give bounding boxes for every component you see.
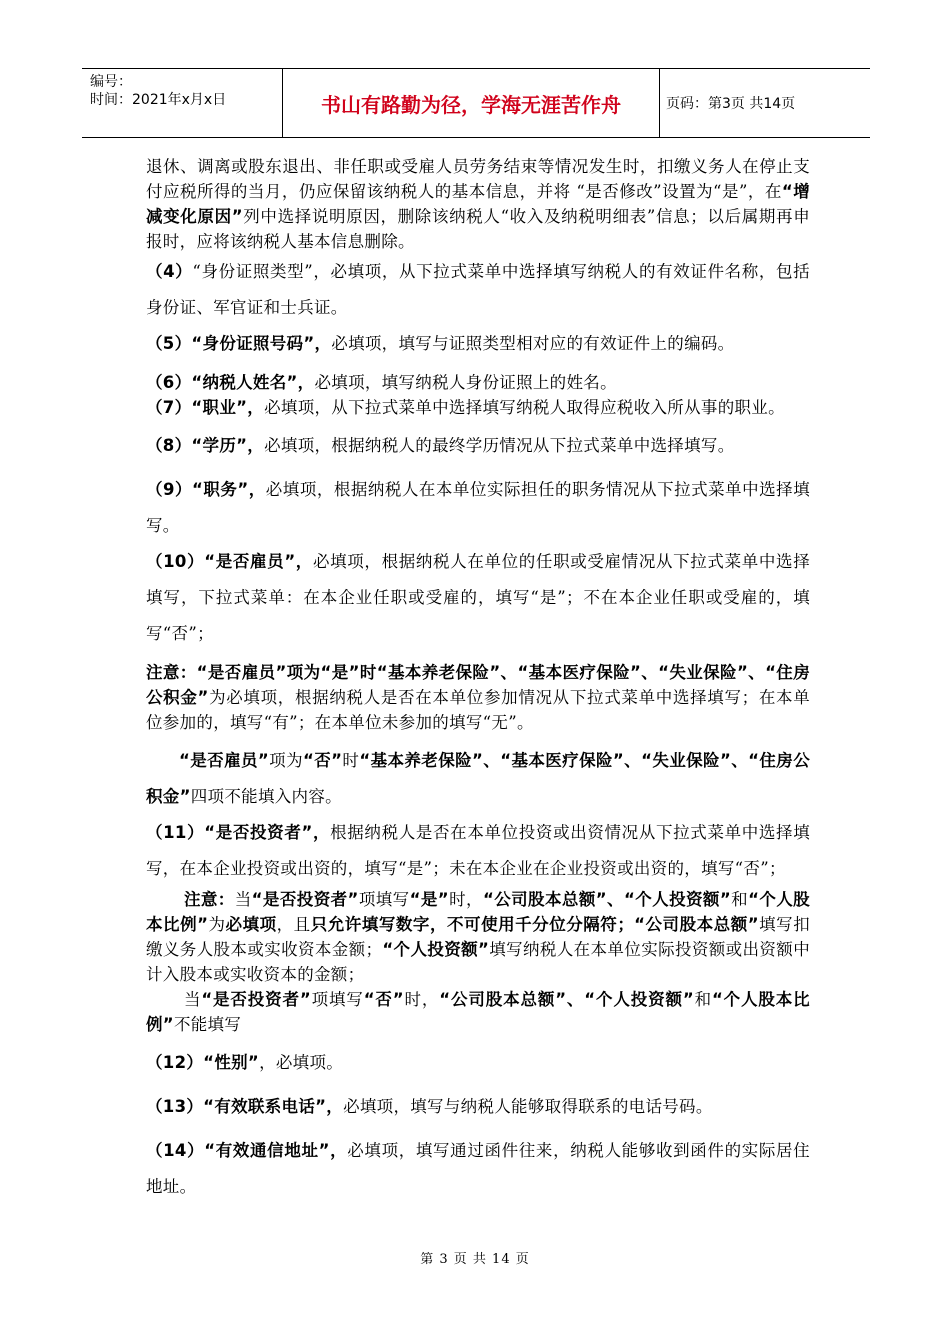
item-6 xyxy=(146,370,810,395)
item-text: 必填项，根据纳税人在单位的任职或受雇情况从下拉式菜单中选择填写，下拉式菜单：在本企业任职或受雇的，填写“是”；不在本企业任职或受雇的，填写“否”； xyxy=(146,552,810,643)
item-number: （6） xyxy=(146,373,192,392)
bold-text: “增减变化原因” xyxy=(146,182,810,226)
bold-text: “否” xyxy=(363,990,404,1009)
page-footer: 第 3 页 共 14 页 xyxy=(420,1252,530,1267)
item-field: “职务”， xyxy=(192,480,266,499)
bold-text: 必填项 xyxy=(225,915,277,934)
text-run: 填写扣缴义务人股本或实收资本金额； xyxy=(146,915,810,959)
note-employee-no xyxy=(146,743,810,815)
item-text: 必填项，根据纳税人在本单位实际担任的职务情况从下拉式菜单中选择填写。 xyxy=(146,480,810,535)
page-header xyxy=(82,68,870,138)
item-12 xyxy=(146,1045,810,1081)
text-run: 时 xyxy=(342,751,360,770)
item-13 xyxy=(146,1089,810,1125)
item-9 xyxy=(146,472,810,544)
item-number: （5） xyxy=(146,334,192,353)
document-number-label: 编号： xyxy=(90,74,132,90)
bold-text: 只允许填写数字，不可使用千分位分隔符；“公司股本总额” xyxy=(310,915,759,934)
item-number: （7） xyxy=(146,398,192,417)
item-7 xyxy=(146,395,810,420)
header-meta xyxy=(82,69,282,137)
bold-text: 注意： xyxy=(183,890,235,909)
item-field: “性别” xyxy=(203,1053,260,1072)
bold-text: “否” xyxy=(302,751,343,770)
note-investor-no xyxy=(146,987,810,1037)
item-field: “纳税人姓名”， xyxy=(191,373,315,392)
text-run: 和 xyxy=(731,890,749,909)
bold-text: “是” xyxy=(409,890,449,909)
text-run: 退休、调离或股东退出、非任职或受雇人员劳务结束等情况发生时，扣缴义务人在停止支付应税所得的当月，仍应保留该纳税人的基本信息，并将 “是否修改”设置为“是”，在 xyxy=(146,157,810,201)
item-text: 必填项，填写与纳税人能够取得联系的电话号码。 xyxy=(343,1097,713,1116)
bold-text: “基本养老保险”、“基本医疗保险”、“失业保险”、“住房公积金” xyxy=(146,751,810,806)
text-run: 项填写 xyxy=(358,890,410,909)
item-field: “身份证照号码”， xyxy=(191,334,332,353)
item-number: （11） xyxy=(146,823,205,842)
document-date-label: 时间：2021年x月x日 xyxy=(90,92,227,108)
item-8 xyxy=(146,428,810,464)
note-investor-yes xyxy=(146,887,810,987)
bold-text: “是否投资者” xyxy=(201,990,312,1009)
note-employee-yes xyxy=(146,660,810,735)
bold-text: “公司股本总额”、“个人投资额” xyxy=(482,890,731,909)
item-number: （4） xyxy=(146,262,193,281)
text-run: ，且 xyxy=(276,915,311,934)
note-bold: 注意：“是否雇员”项为“是”时“基本养老保险”、“基本医疗保险”、“失业保险”、“住房公积金” xyxy=(146,663,810,707)
text-run: 项填写 xyxy=(311,990,364,1009)
item-number: （8） xyxy=(146,436,192,455)
item-text: 根据纳税人是否在本单位投资或出资情况从下拉式菜单中选择填写，在本企业投资或出资的，填写“是”；未在本企业在企业投资或出资的，填写“否”； xyxy=(146,823,810,878)
bold-text: “是否雇员” xyxy=(179,751,270,770)
item-field: “有效通信地址”， xyxy=(204,1141,348,1160)
text-run: 和 xyxy=(694,990,712,1009)
item-11 xyxy=(146,815,810,887)
paragraph-retirement xyxy=(146,154,810,254)
bold-text: “公司股本总额”、“个人投资额” xyxy=(439,990,695,1009)
item-field: “是否雇员”， xyxy=(204,552,313,571)
item-field: “学历”， xyxy=(191,436,265,455)
text-run: 项为 xyxy=(269,751,303,770)
item-10 xyxy=(146,544,810,652)
item-number: （12） xyxy=(146,1053,204,1072)
bold-text: “个人股本比例” xyxy=(146,890,810,934)
text-run: 当 xyxy=(183,990,202,1009)
item-text: 必填项，从下拉式菜单中选择填写纳税人取得应税收入所从事的职业。 xyxy=(264,398,785,417)
text-run: 填写纳税人在本单位实际投资额或出资额中计入股本或实收资本的金额； xyxy=(146,940,810,984)
text-run: 当 xyxy=(234,890,252,909)
item-text: “身份证照类型”，必填项，从下拉式菜单中选择填写纳税人的有效证件名称，包括身份证、军官证和士兵证。 xyxy=(146,262,810,317)
header-page-number: 页码：第3页 共14页 xyxy=(666,96,796,112)
document-body xyxy=(146,154,810,1205)
text-run: 不能填写 xyxy=(173,1015,242,1034)
item-number: （13） xyxy=(146,1097,204,1116)
item-4 xyxy=(146,254,810,326)
text-run: 为 xyxy=(208,915,226,934)
bold-text: “是否投资者” xyxy=(251,890,359,909)
item-number: （9） xyxy=(146,480,193,499)
item-5 xyxy=(146,326,810,362)
note-text: 为必填项，根据纳税人是否在本单位参加情况从下拉式菜单中选择填写；在本单位参加的，填写“有”；在本单位未参加的填写“无”。 xyxy=(146,688,810,732)
item-text: 必填项，根据纳税人的最终学历情况从下拉式菜单中选择填写。 xyxy=(264,436,735,455)
item-field: “职业”， xyxy=(191,398,265,417)
text-run: 四项不能填入内容。 xyxy=(190,787,342,806)
item-text: 必填项，填写纳税人身份证照上的姓名。 xyxy=(314,373,617,392)
text-run: 时， xyxy=(403,990,440,1009)
text-run: 时， xyxy=(448,890,483,909)
item-number: （10） xyxy=(146,552,205,571)
text-run: 列中选择说明原因，删除该纳税人“收入及纳税明细表”信息；以后属期再申报时，应将该纳税人基本信息删除。 xyxy=(146,207,810,251)
header-motto: 书山有路勤为径，学海无涯苦作舟 xyxy=(321,92,621,117)
item-text: 必填项，填写通过函件往来，纳税人能够收到函件的实际居住地址。 xyxy=(146,1141,810,1196)
item-number: （14） xyxy=(146,1141,205,1160)
bold-text: “个人投资额” xyxy=(382,940,490,959)
bold-text: “个人股本比例” xyxy=(146,990,810,1034)
item-14 xyxy=(146,1133,810,1205)
item-field: “是否投资者”， xyxy=(204,823,331,842)
item-field: “有效联系电话”， xyxy=(203,1097,344,1116)
item-text: 必填项，填写与证照类型相对应的有效证件上的编码。 xyxy=(331,334,735,353)
item-text: ，必填项。 xyxy=(259,1053,344,1072)
